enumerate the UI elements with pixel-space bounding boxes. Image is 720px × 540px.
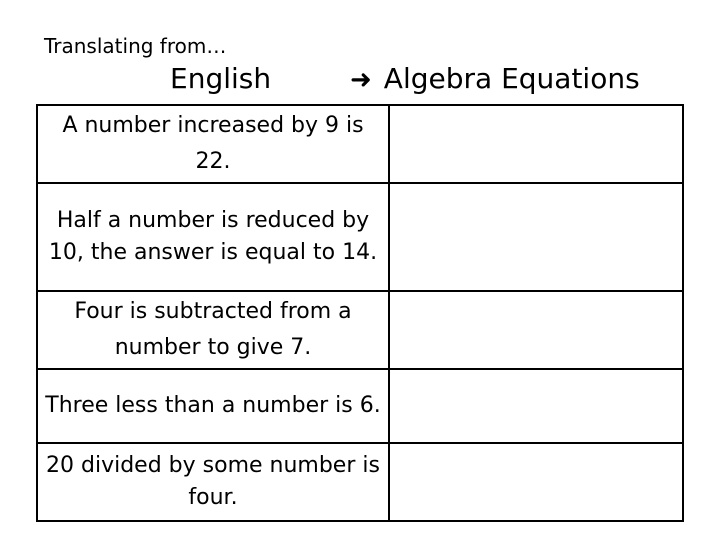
equation-answer-cell[interactable]: [390, 184, 682, 292]
algebra-heading-group: [350, 62, 640, 95]
english-phrase-cell: Three less than a number is 6.: [38, 370, 390, 444]
equation-answer-cell[interactable]: [390, 370, 682, 444]
english-phrase-cell: 20 divided by some number is four.: [38, 444, 390, 520]
right-arrow-icon: ➜: [350, 65, 372, 95]
algebra-heading: Algebra Equations: [383, 62, 640, 95]
translation-table: [36, 104, 684, 522]
english-phrase-cell: Four is subtracted from a number to give 7.: [38, 292, 390, 370]
english-heading: English: [170, 62, 272, 95]
english-phrase-cell: Half a number is reduced by 10, the answer is equal to 14.: [38, 184, 390, 292]
subtitle: Translating from…: [44, 34, 227, 58]
english-phrase-cell: A number increased by 9 is 22.: [38, 106, 390, 184]
equation-answer-cell[interactable]: [390, 292, 682, 370]
equation-answer-cell[interactable]: [390, 444, 682, 520]
equation-answer-cell[interactable]: [390, 106, 682, 184]
